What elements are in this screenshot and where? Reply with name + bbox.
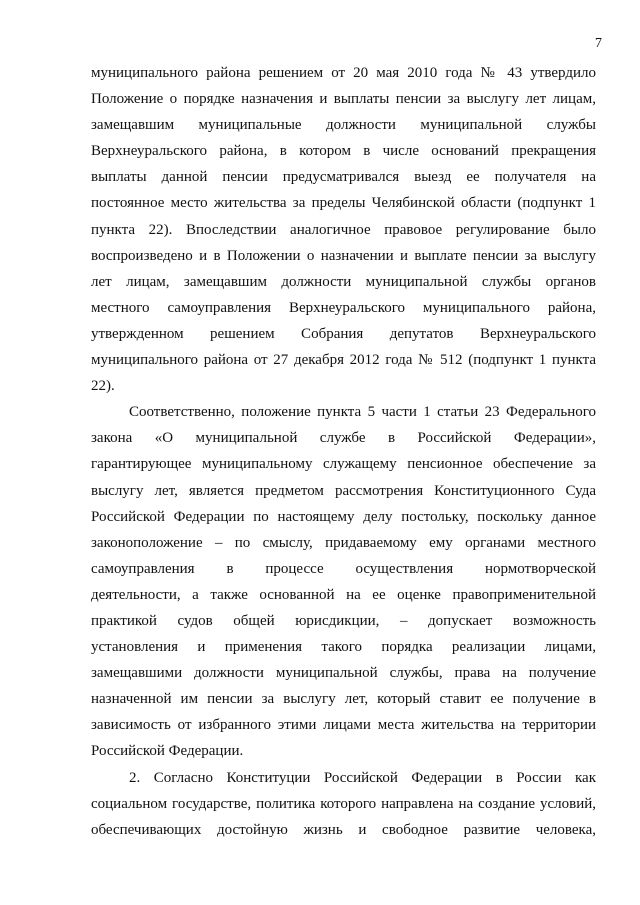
document-body xyxy=(91,60,596,843)
text-line: самоуправления в процессе осуществления нормотворческой xyxy=(91,560,596,577)
text-line: установления и применения такого порядка реализации лицами, xyxy=(91,639,596,656)
text-line: воспроизведено и в Положении о назначении и выплате пенсии за выслугу xyxy=(91,247,596,264)
text-line: муниципального района от 27 декабря 2012 года № 512 (подпункт 1 пункта xyxy=(91,352,596,369)
text-line: Российской Федерации. xyxy=(91,743,244,760)
text-line: практикой судов общей юрисдикции, – допускает возможность xyxy=(91,612,596,629)
page-number: 7 xyxy=(595,36,602,51)
paragraph-2 xyxy=(91,399,596,764)
text-line: назначенной им пенсии за выслугу лет, который ставит ее получение в xyxy=(91,691,596,708)
text-line: постоянное место жительства за пределы Челябинской области (подпункт 1 xyxy=(91,195,596,212)
text-line: выслугу лет, является предметом рассмотрения Конституционного Суда xyxy=(91,482,596,499)
text-line: замещавшими должности муниципальной службы, права на получение xyxy=(91,665,596,682)
text-line: утвержденном решением Собрания депутатов Верхнеуральского xyxy=(91,325,596,342)
text-line: деятельности, а также основанной на ее оценке правоприменительной xyxy=(91,586,596,603)
text-line: гарантирующее муниципальному служащему пенсионное обеспечение за xyxy=(91,456,596,473)
text-line: законоположение – по смыслу, придаваемому ему органами местного xyxy=(91,534,596,551)
text-line: Соответственно, положение пункта 5 части 1 статьи 23 Федерального xyxy=(129,404,596,421)
text-line: замещавшим муниципальные должности муниципальной службы xyxy=(91,117,596,134)
text-line: обеспечивающих достойную жизнь и свободное развитие человека, xyxy=(91,821,596,838)
paragraph-1 xyxy=(91,60,596,399)
text-line: 22). xyxy=(91,378,115,395)
text-line: 2. Согласно Конституции Российской Федерации в России как xyxy=(129,769,596,786)
text-line: зависимость от избранного этими лицами места жительства на территории xyxy=(91,717,596,734)
text-line: лет лицам, замещавшим должности муниципальной службы органов xyxy=(91,273,596,290)
text-line: Российской Федерации по настоящему делу постольку, поскольку данное xyxy=(91,508,596,525)
paragraph-3 xyxy=(91,765,596,843)
text-line: закона «О муниципальной службе в Российской Федерации», xyxy=(91,430,596,447)
text-line: пункта 22). Впоследствии аналогичное правовое регулирование было xyxy=(91,221,596,238)
text-line: муниципального района решением от 20 мая 2010 года № 43 утвердило xyxy=(91,65,596,81)
text-line: Верхнеуральского района, в котором в числе оснований прекращения xyxy=(91,143,596,160)
text-line: Положение о порядке назначения и выплаты пенсии за выслугу лет лицам, xyxy=(91,91,596,108)
text-line: местного самоуправления Верхнеуральского муниципального района, xyxy=(91,299,596,316)
text-line: выплаты данной пенсии предусматривался выезд ее получателя на xyxy=(91,169,596,186)
text-line: социальном государстве, политика которого направлена на создание условий, xyxy=(91,795,596,812)
